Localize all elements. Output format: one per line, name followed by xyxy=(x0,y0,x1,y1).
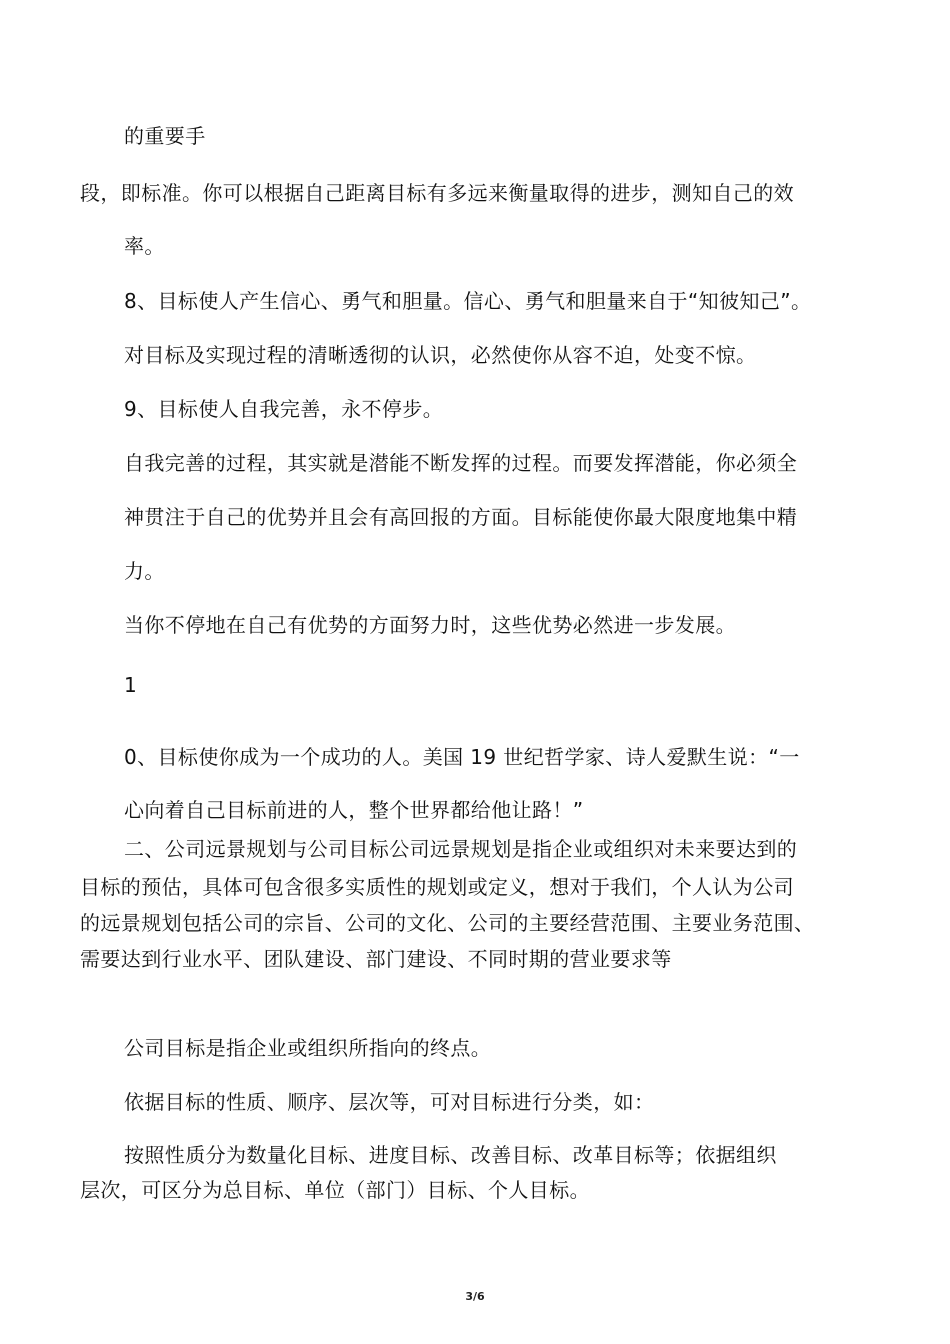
text-line: 心向着自己目标前进的人，整个世界都给他让路！” xyxy=(124,798,584,822)
text-line: 神贯注于自己的优势并且会有高回报的方面。目标能使你最大限度地集中精 xyxy=(124,505,798,529)
text-line: 依据目标的性质、顺序、层次等，可对目标进行分类，如： xyxy=(124,1090,655,1114)
text-line: 1 xyxy=(124,673,138,697)
text-line: 目标的预估，具体可包含很多实质性的规划或定义，想对于我们，个人认为公司 xyxy=(80,875,794,899)
text-line: 当你不停地在自己有优势的方面努力时，这些优势必然进一步发展。 xyxy=(124,613,736,637)
text-line: 公司目标是指企业或组织所指向的终点。 xyxy=(124,1036,492,1060)
text-line: 力。 xyxy=(124,559,165,583)
text-line: 的远景规划包括公司的宗旨、公司的文化、公司的主要经营范围、主要业务范围、 xyxy=(80,911,815,935)
page-number: 3/6 xyxy=(465,1290,485,1303)
text-line: 需要达到行业水平、团队建设、部门建设、不同时期的营业要求等 xyxy=(80,947,672,971)
text-line: 率。 xyxy=(124,234,165,258)
text-line: 段，即标准。你可以根据自己距离目标有多远来衡量取得的进步，测知自己的效 xyxy=(80,181,794,205)
text-line: 自我完善的过程，其实就是潜能不断发挥的过程。而要发挥潜能，你必须全 xyxy=(124,451,798,475)
text-line: 8、目标使人产生信心、勇气和胆量。信心、勇气和胆量来自于“知彼知己”。 xyxy=(124,289,812,313)
text-line: 按照性质分为数量化目标、进度目标、改善目标、改革目标等；依据组织 xyxy=(124,1143,777,1167)
text-line: 二、公司远景规划与公司目标公司远景规划是指企业或组织对未来要达到的 xyxy=(124,837,798,861)
text-line: 的重要手 xyxy=(124,124,206,148)
text-line: 对目标及实现过程的清晰透彻的认识，必然使你从容不迫，处变不惊。 xyxy=(124,343,757,367)
text-line: 层次，可区分为总目标、单位（部门）目标、个人目标。 xyxy=(80,1178,590,1202)
text-line: 9、目标使人自我完善，永不停步。 xyxy=(124,397,444,421)
text-line: 0、目标使你成为一个成功的人。美国 19 世纪哲学家、诗人爱默生说：“一 xyxy=(124,745,800,769)
